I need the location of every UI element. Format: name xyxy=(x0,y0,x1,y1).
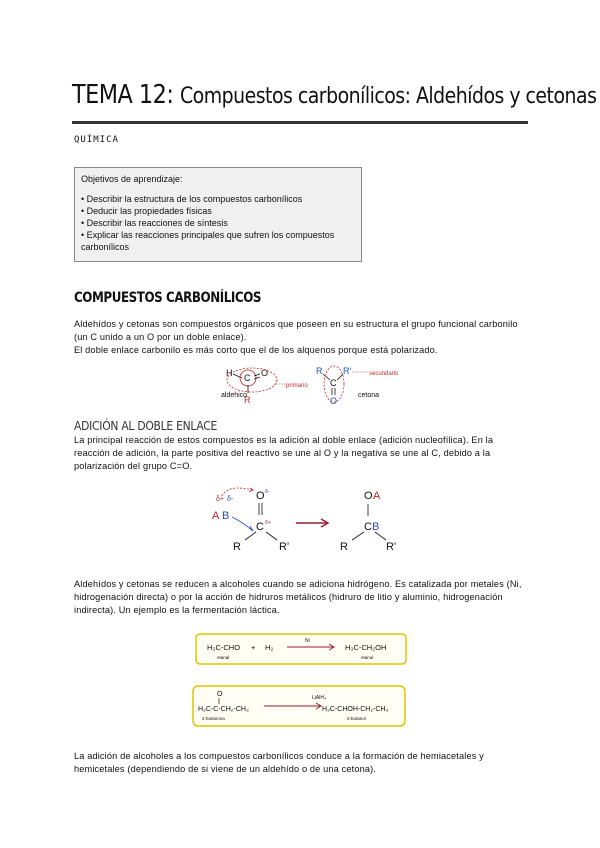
delta-minus-label: δ- xyxy=(227,496,234,503)
bond-rprime-c xyxy=(337,374,343,380)
product-name-butanol: 2-butanol xyxy=(347,716,366,721)
title-rest: Compuestos carbonílicos: Aldehídos y cetonas xyxy=(179,84,597,109)
section-heading-addition: ADICIÓN AL DOBLE ENLACE xyxy=(74,418,218,433)
carbonyl-structures-figure xyxy=(200,360,440,408)
subject-tag: QUÍMICA xyxy=(74,135,119,145)
aldehyde-h-atom: H xyxy=(226,368,233,378)
reactant-ethanal: H₃C-CHO xyxy=(207,643,241,652)
reagent-b: B xyxy=(222,510,230,522)
bond-c-r-left xyxy=(245,532,256,540)
mechanism-o-atom: O xyxy=(256,490,265,502)
paragraph-polarization: El doble enlace carbonilo es más corto que el de los alquenos porque está polarizado. xyxy=(74,345,438,355)
paragraph-addition: La principal reacción de estos compuestos es la adición al doble enlace (adición nucleofílica). En la reacción de adición, la parte positiva del reactivo se une al O y la negativa se une al C, debido a la polarización del grupo C=O. xyxy=(74,435,494,471)
product-r-prime-atom: R' xyxy=(386,541,397,553)
objective-item: • Deducir las propiedades físicas xyxy=(81,205,355,217)
secondary-label: secundario xyxy=(369,371,399,377)
product-ethanol: H₃C-CH₂OH xyxy=(345,643,387,652)
aldehyde-c-atom: C xyxy=(244,373,251,383)
product-a-atom: A xyxy=(373,490,381,502)
delta-plus-label: δ+ xyxy=(216,496,224,503)
reactant-butanone: H₃C-C-CH₂-CH₃ xyxy=(198,706,249,713)
product-b-atom: B xyxy=(372,521,380,533)
paragraph-hemiacetals: La adición de alcoholes a los compuestos carbonílicos conduce a la formación de hemiacetales y hemicetales (dependiendo de si viene de un aldehído o de una cetona). xyxy=(74,751,484,774)
bond-c-o-2 xyxy=(254,377,260,379)
page-title xyxy=(72,80,596,110)
title-main: TEMA 12: xyxy=(72,80,174,110)
aldehyde-o-atom: O xyxy=(261,368,269,378)
mechanism-r-prime-atom: R' xyxy=(279,541,290,553)
reactant-name-ethanal: etanal xyxy=(217,655,230,660)
carbonyl-dashed-ellipse xyxy=(227,368,277,392)
arrowhead-b-to-c xyxy=(249,526,253,531)
aldehyde-label: aldehico xyxy=(221,392,248,399)
bond-product-c-r-right xyxy=(375,532,386,540)
objectives-box xyxy=(74,167,362,262)
section-heading-carbonyl: COMPUESTOS CARBONÍLICOS xyxy=(74,290,262,306)
product-name-ethanol: etanol xyxy=(361,655,374,660)
ketone-o-top: O xyxy=(217,691,223,698)
title-rule xyxy=(72,121,528,124)
reaction-box-butanone xyxy=(192,685,406,727)
objective-item: • Describir las reacciones de síntesis xyxy=(81,217,355,229)
objective-item: • Explicar las reacciones principales que sufren los compuestos carbonílicos xyxy=(81,229,355,253)
product-c-atom: C xyxy=(364,521,372,533)
bond-c-r-right xyxy=(266,532,277,540)
delta-minus-sup: δ- xyxy=(265,489,270,495)
objectives-heading: Objetivos de aprendizaje: xyxy=(81,174,183,184)
reagent-h2: H₂ xyxy=(265,643,274,652)
primary-label: primario xyxy=(286,383,308,389)
plus-sign: + xyxy=(251,643,256,652)
arrow-a-to-o xyxy=(222,488,252,496)
delta-plus-sup: δ+ xyxy=(265,520,271,526)
objective-item: • Describir la estructura de los compuestos carbonílicos xyxy=(81,193,355,205)
bond-product-c-r-left xyxy=(352,532,364,540)
ketone-c-atom: C xyxy=(330,378,337,388)
product-o-atom: O xyxy=(364,490,373,502)
mechanism-r-atom: R xyxy=(233,541,241,553)
catalyst-ni: Ni xyxy=(305,638,310,644)
product-butanol: H₃C-CHOH-CH₂-CH₃ xyxy=(322,706,389,713)
reaction-box-ethanal xyxy=(195,633,407,665)
reagent-a: A xyxy=(212,510,220,522)
aldehyde-r-atom: R xyxy=(244,395,251,405)
ketone-label: cetona xyxy=(358,392,380,399)
addition-mechanism-figure xyxy=(200,480,420,560)
product-r-atom: R xyxy=(340,541,348,553)
catalyst-lialh4: LiAlH₄ xyxy=(312,695,326,701)
ketone-r-atom: R xyxy=(316,366,323,376)
mechanism-c-atom: C xyxy=(256,521,264,533)
ketone-r-prime-atom: R' xyxy=(343,366,352,376)
objectives-list xyxy=(81,193,355,253)
paragraph-reduction: Aldehídos y cetonas se reducen a alcoholes cuando se adiciona hidrógeno. Es catalizada por metales (Ni, hidrogenación directa) o por la acción de hidruros metálicos (hidruro de litio y aluminio, hidrogenación indirecta). Un ejemplo es la fermentación láctica. xyxy=(74,579,522,615)
reactant-name-butanone: 2-butanona xyxy=(202,716,225,721)
ketone-o-atom: O xyxy=(330,396,338,406)
paragraph-carbonyl-definition: Aldehídos y cetonas son compuestos orgánicos que poseen en su estructura el grupo funcional carbonilo (un C unido a un O por un doble enlace). xyxy=(74,319,518,342)
